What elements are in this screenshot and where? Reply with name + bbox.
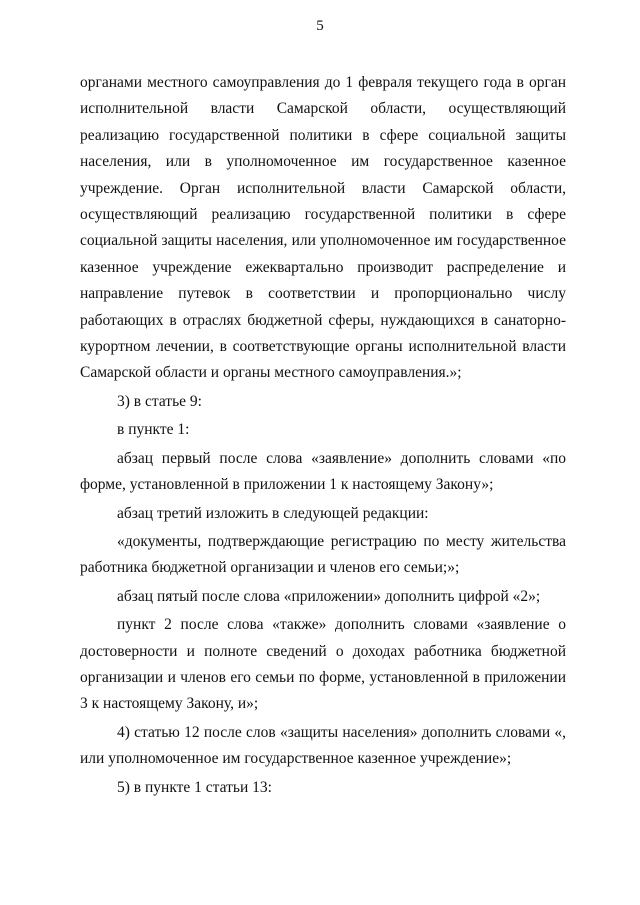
paragraph-continuation: органами местного самоуправления до 1 февраля текущего года в орган исполнительной власти Самарской области, осуществляющий реализацию государственной политики в сфере социальной защиты населения, или в уполномоченное им государственное казенное учреждение. Орган исполнительной власти Самарской области, осуществляющий реализацию государственной политики в сфере социальной защиты населения, или уполномоченное им государственное казенное учреждение ежеквартально производит распределение и направление путевок в соответствии и пропорционально числу работающих в отраслях бюджетной сферы, нуждающихся в санаторно-курортном лечении, в соответствующие органы исполнительной власти Самарской области и органы местного самоуправления.»; (80, 74, 566, 382)
paragraph-item-4: 4) статью 12 после слов «защиты населения» дополнить словами «, или уполномоченное им государственное казенное учреждение»; (80, 723, 566, 768)
paragraph-item-3: 3) в статье 9: (117, 392, 202, 410)
paragraph-third-abzac: абзац третий изложить в следующей редакции: (117, 504, 429, 522)
document-body (80, 70, 566, 801)
paragraph-point-2: пункт 2 после слова «также» дополнить словами «заявление о достоверности и полноте сведений о доходах работника бюджетной организации и членов его семьи по форме, установленной в приложении 3 к настоящему Закону, и»; (80, 616, 566, 713)
paragraph-point-1: в пункте 1: (117, 421, 190, 439)
paragraph-documents-quote: «документы, подтверждающие регистрацию по месту жительства работника бюджетной организации и членов его семьи;»; (80, 532, 566, 577)
paragraph-item-5: 5) в пункте 1 статьи 13: (117, 778, 272, 796)
paragraph-fifth-abzac: абзац пятый после слова «приложении» дополнить цифрой «2»; (117, 587, 541, 605)
paragraph-first-abzac: абзац первый после слова «заявление» дополнить словами «по форме, установленной в приложении 1 к настоящему Закону»; (80, 449, 566, 494)
page-number: 5 (316, 18, 324, 34)
